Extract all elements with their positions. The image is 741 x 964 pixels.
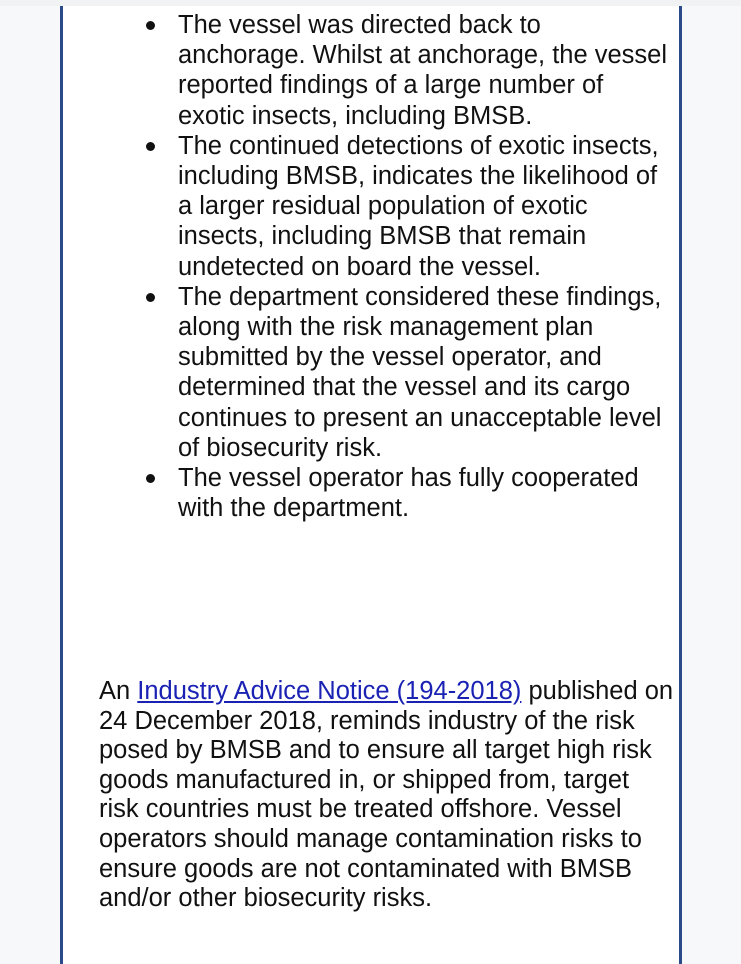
list-item-text: The continued detections of exotic insects, including BMSB, indicates the likelihood of a larger residual population of exotic insects, including BMSB that remain undetected on board the vessel. — [178, 131, 659, 281]
list-item — [63, 131, 679, 282]
industry-advice-paragraph — [99, 677, 674, 914]
top-strip — [0, 0, 741, 6]
paragraph-prefix: An — [99, 677, 138, 705]
paragraph-body: published on 24 December 2018, reminds industry of the risk posed by BMSB and to ensure all target high risk goods manufactured in, or shipped from, target risk countries must be treated offshore. Vessel operators should manage contamination risks to ensure goods are not contaminated with BMSB and/or other biosecurity risks. — [99, 677, 674, 913]
list-item — [63, 463, 679, 523]
list-item-text: The vessel operator has fully cooperated with the department. — [178, 464, 639, 523]
bullet-icon — [146, 142, 155, 151]
right-margin — [682, 6, 741, 964]
list-item-text: The department considered these findings, along with the risk management plan submitted by the vessel operator, and determined that the vessel and its cargo continues to present an unacceptable level of biosecurity risk. — [178, 282, 662, 462]
right-border-rule — [679, 6, 682, 964]
list-item-text: The vessel was directed back to anchorage. Whilst at anchorage, the vessel reported findings of a large number of exotic insects, including BMSB. — [178, 11, 668, 130]
list-item — [63, 10, 679, 131]
bullet-list — [63, 10, 679, 523]
bullet-icon — [146, 21, 155, 30]
left-margin — [0, 6, 60, 964]
industry-advice-notice-link[interactable]: Industry Advice Notice (194-2018) — [137, 677, 522, 705]
bullet-icon — [146, 293, 155, 302]
bullet-icon — [146, 474, 155, 483]
list-item — [63, 282, 679, 463]
